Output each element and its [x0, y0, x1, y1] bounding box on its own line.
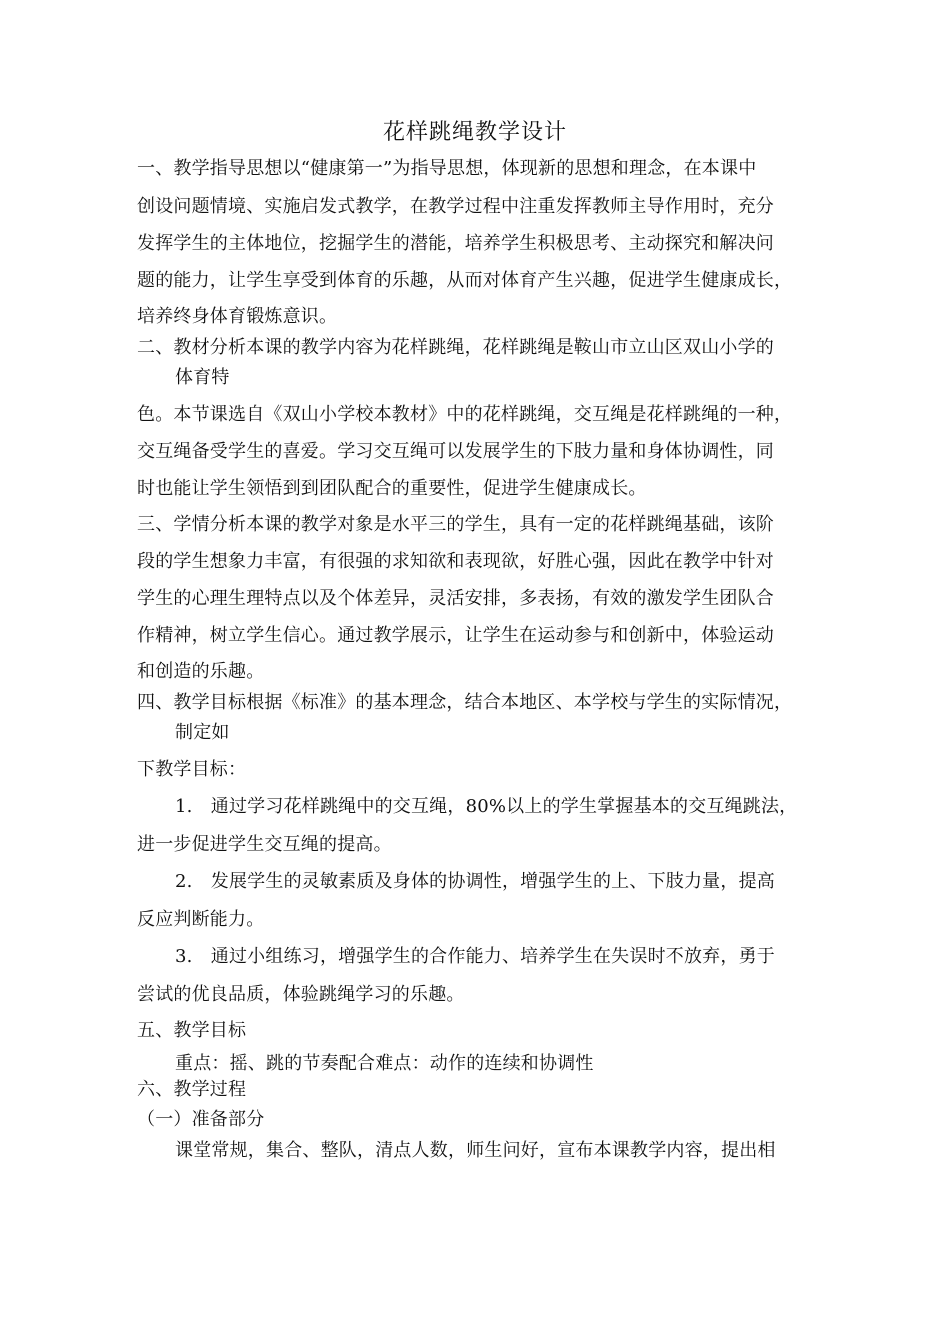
- doc-line: 段的学生想象力丰富，有很强的求知欲和表现欲，好胜心强，因此在教学中针对: [137, 551, 774, 572]
- doc-line: 六、教学过程: [137, 1079, 247, 1100]
- doc-line: 体育特: [175, 367, 230, 388]
- doc-line: 进一步促进学生交互绳的提高。: [137, 834, 392, 855]
- doc-line: 和创造的乐趣。: [137, 661, 265, 682]
- doc-line: 时也能让学生领悟到到团队配合的重要性，促进学生健康成长。: [137, 478, 647, 499]
- doc-line: 创设问题情境、实施启发式教学，在教学过程中注重发挥教师主导作用时，充分: [137, 196, 774, 217]
- doc-line: （一）准备部分: [137, 1109, 265, 1130]
- doc-line: 3. 通过小组练习，增强学生的合作能力、培养学生在失误时不放弃，勇于: [175, 946, 775, 967]
- doc-line: 四、教学目标根据《标准》的基本理念，结合本地区、本学校与学生的实际情况，: [137, 692, 793, 713]
- doc-line: 一、教学指导思想以“健康第一”为指导思想，体现新的思想和理念，在本课中: [137, 158, 757, 179]
- doc-line: 尝试的优良品质，体验跳绳学习的乐趣。: [137, 984, 465, 1005]
- doc-line: 五、教学目标: [137, 1020, 247, 1041]
- doc-line: 作精神，树立学生信心。通过教学展示，让学生在运动参与和创新中，体验运动: [137, 625, 774, 646]
- doc-line: 交互绳备受学生的喜爱。学习交互绳可以发展学生的下肢力量和身体协调性，同: [137, 441, 774, 462]
- doc-line: 1. 通过学习花样跳绳中的交互绳，80%以上的学生掌握基本的交互绳跳法，: [175, 796, 798, 817]
- doc-line: 题的能力，让学生享受到体育的乐趣，从而对体育产生兴趣，促进学生健康成长，: [137, 270, 793, 291]
- doc-line: 三、学情分析本课的教学对象是水平三的学生，具有一定的花样跳绳基础，该阶: [137, 514, 774, 535]
- doc-line: 反应判断能力。: [137, 909, 265, 930]
- doc-line: 学生的心理生理特点以及个体差异，灵活安排，多表扬，有效的激发学生团队合: [137, 588, 774, 609]
- doc-line: 制定如: [175, 722, 230, 743]
- doc-line: 课堂常规，集合、整队，清点人数，师生问好，宣布本课教学内容，提出相: [175, 1140, 776, 1161]
- doc-line: 二、教材分析本课的教学内容为花样跳绳，花样跳绳是鞍山市立山区双山小学的: [137, 337, 774, 358]
- doc-line: 重点：摇、跳的节奏配合难点：动作的连续和协调性: [175, 1053, 594, 1074]
- doc-line: 2. 发展学生的灵敏素质及身体的协调性，增强学生的上、下肢力量，提高: [175, 871, 775, 892]
- doc-line: 培养终身体育锻炼意识。: [137, 306, 338, 327]
- doc-line: 色。本节课选自《双山小学校本教材》中的花样跳绳，交互绳是花样跳绳的一种，: [137, 404, 793, 425]
- doc-line: 下教学目标：: [137, 759, 247, 780]
- doc-title: 花样跳绳教学设计: [382, 120, 567, 145]
- doc-line: 发挥学生的主体地位，挖掘学生的潜能，培养学生积极思考、主动探究和解决问: [137, 233, 774, 254]
